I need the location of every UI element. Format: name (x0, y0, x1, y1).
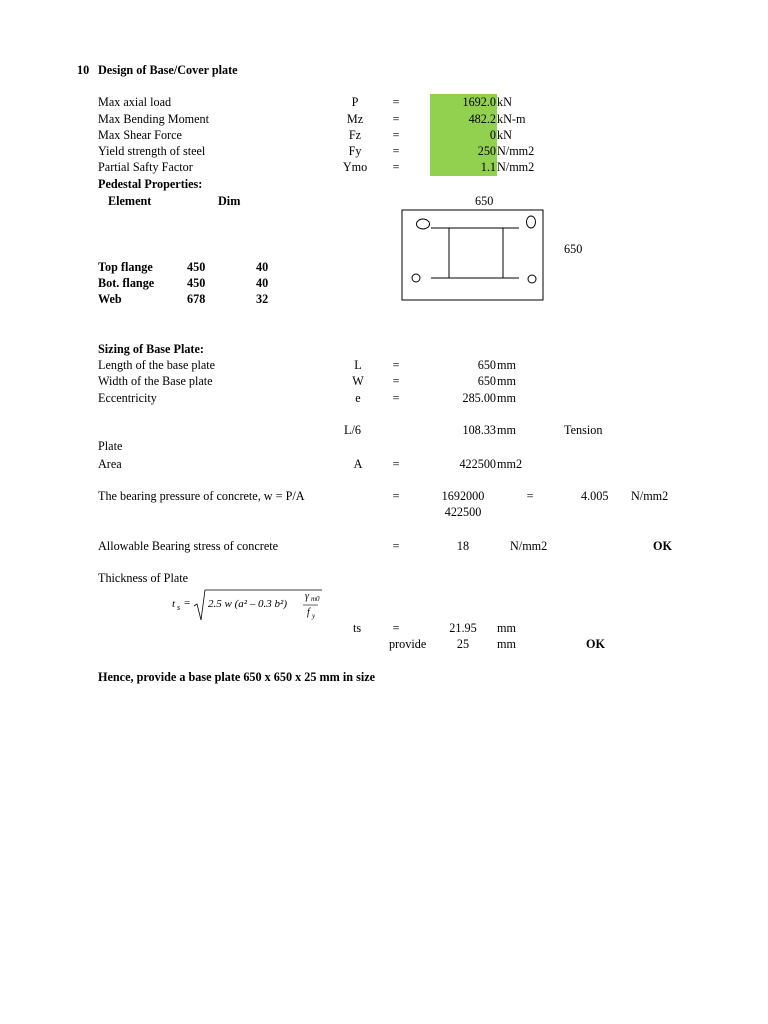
input-value[interactable]: 0 (489, 128, 496, 142)
input-symbol: Fy (348, 144, 362, 158)
input-label: Max Bending Moment (98, 112, 210, 126)
sizing-heading: Sizing of Base Plate: (98, 342, 204, 356)
sizing-label: Length of the base plate (98, 358, 216, 372)
formula-equals: = (184, 597, 191, 609)
allowable-equals: = (392, 539, 400, 553)
input-label: Max axial load (98, 95, 172, 109)
sizing-symbol: W (352, 374, 364, 388)
element-dim-b: 40 (256, 260, 269, 274)
pedestal-heading: Pedestal Properties: (98, 177, 203, 191)
element-name: Top flange (98, 260, 153, 274)
input-value[interactable]: 250 (477, 144, 496, 158)
input-label: Partial Safty Factor (98, 160, 193, 174)
input-label: Max Shear Force (98, 128, 182, 142)
base-plate-diagram (401, 209, 545, 303)
element-name: Web (98, 292, 122, 306)
input-equals: = (392, 112, 400, 126)
element-dim-b: 40 (256, 276, 269, 290)
input-unit: kN-m (497, 112, 526, 126)
input-symbol: Mz (346, 112, 364, 126)
sizing-unit: mm (497, 374, 516, 388)
area-value: 422500 (459, 457, 496, 471)
sizing-value: 650 (477, 358, 496, 372)
bolt-hole-bottom-right (528, 275, 536, 283)
ts-unit: mm (497, 621, 516, 635)
sizing-symbol: L (354, 358, 362, 372)
sizing-label: Eccentricity (98, 391, 157, 405)
base-plate-outline (402, 210, 543, 300)
element-dim-a: 450 (187, 276, 206, 290)
input-unit: kN (497, 128, 512, 142)
bolt-hole-top-left (417, 219, 430, 229)
sizing-symbol: e (355, 391, 361, 405)
area-unit: mm2 (497, 457, 523, 471)
bearing-equals-2: = (526, 489, 534, 503)
ts-equals: = (392, 621, 400, 635)
input-value[interactable]: 1.1 (480, 160, 496, 174)
bearing-numerator: 1692000 (441, 489, 485, 503)
section-title: Design of Base/Cover plate (98, 63, 238, 77)
input-value[interactable]: 1692.0 (462, 95, 496, 109)
conclusion-text: Hence, provide a base plate 650 x 650 x 25 mm in size (98, 670, 376, 684)
l6-status: Tension (564, 423, 603, 437)
plate-label: Plate (98, 439, 123, 453)
area-symbol: A (353, 457, 363, 471)
bearing-unit: N/mm2 (631, 489, 669, 503)
l6-symbol: L/6 (344, 423, 361, 437)
formula-frac-den: f (307, 607, 310, 618)
bearing-label: The bearing pressure of concrete, w = P/A (98, 489, 305, 503)
sizing-equals: = (392, 358, 400, 372)
ts-value: 21.95 (449, 621, 477, 635)
provide-label: provide (389, 637, 427, 651)
formula-frac-num-sub: m0 (311, 595, 320, 603)
input-symbol: Fz (348, 128, 362, 142)
column-header-element: Element (108, 194, 152, 208)
thickness-label: Thickness of Plate (98, 571, 189, 585)
element-dim-b: 32 (256, 292, 269, 306)
formula-frac-num: γ (305, 591, 309, 602)
allowable-status: OK (653, 539, 672, 553)
input-symbol: Ymo (342, 160, 368, 174)
formula-body: 2.5 w (a² – 0.3 b²) (208, 598, 288, 610)
sizing-equals: = (392, 374, 400, 388)
bearing-result: 4.005 (581, 489, 609, 503)
ts-symbol: ts (353, 621, 362, 635)
input-equals: = (392, 144, 400, 158)
input-unit: kN (497, 95, 512, 109)
allowable-unit: N/mm2 (510, 539, 548, 553)
l6-unit: mm (497, 423, 516, 437)
thickness-formula (170, 588, 330, 624)
column-header-dim: Dim (218, 194, 241, 208)
allowable-value: 18 (456, 539, 470, 553)
sizing-value: 650 (477, 374, 496, 388)
input-value[interactable]: 482.2 (468, 112, 496, 126)
sizing-unit: mm (497, 358, 516, 372)
sizing-value: 285.00 (462, 391, 496, 405)
sizing-label: Width of the Base plate (98, 374, 213, 388)
section-number: 10 (77, 63, 90, 77)
input-symbol: P (351, 95, 359, 109)
input-unit: N/mm2 (497, 160, 535, 174)
l6-value: 108.33 (462, 423, 496, 437)
provide-value: 25 (456, 637, 470, 651)
formula-frac-den-sub: y (312, 612, 316, 620)
area-label: Area (98, 457, 122, 471)
diagram-height-label: 650 (564, 242, 583, 256)
element-dim-a: 450 (187, 260, 206, 274)
area-equals: = (392, 457, 400, 471)
bolt-hole-top-right (527, 216, 536, 228)
provide-unit: mm (497, 637, 516, 651)
sizing-unit: mm (497, 391, 516, 405)
input-equals: = (392, 95, 400, 109)
element-name: Bot. flange (98, 276, 155, 290)
element-dim-a: 678 (187, 292, 206, 306)
input-label: Yield strength of steel (98, 144, 206, 158)
allowable-label: Allowable Bearing stress of concrete (98, 539, 279, 553)
provide-status: OK (586, 637, 605, 651)
bearing-denominator: 422500 (444, 505, 482, 519)
sizing-equals: = (392, 391, 400, 405)
formula-lhs-sub: s (177, 603, 181, 612)
input-unit: N/mm2 (497, 144, 535, 158)
diagram-width-label: 650 (475, 194, 494, 208)
input-equals: = (392, 128, 400, 142)
input-equals: = (392, 160, 400, 174)
bearing-equals: = (392, 489, 400, 503)
bolt-hole-bottom-left (412, 274, 420, 282)
formula-lhs: t (172, 598, 176, 610)
